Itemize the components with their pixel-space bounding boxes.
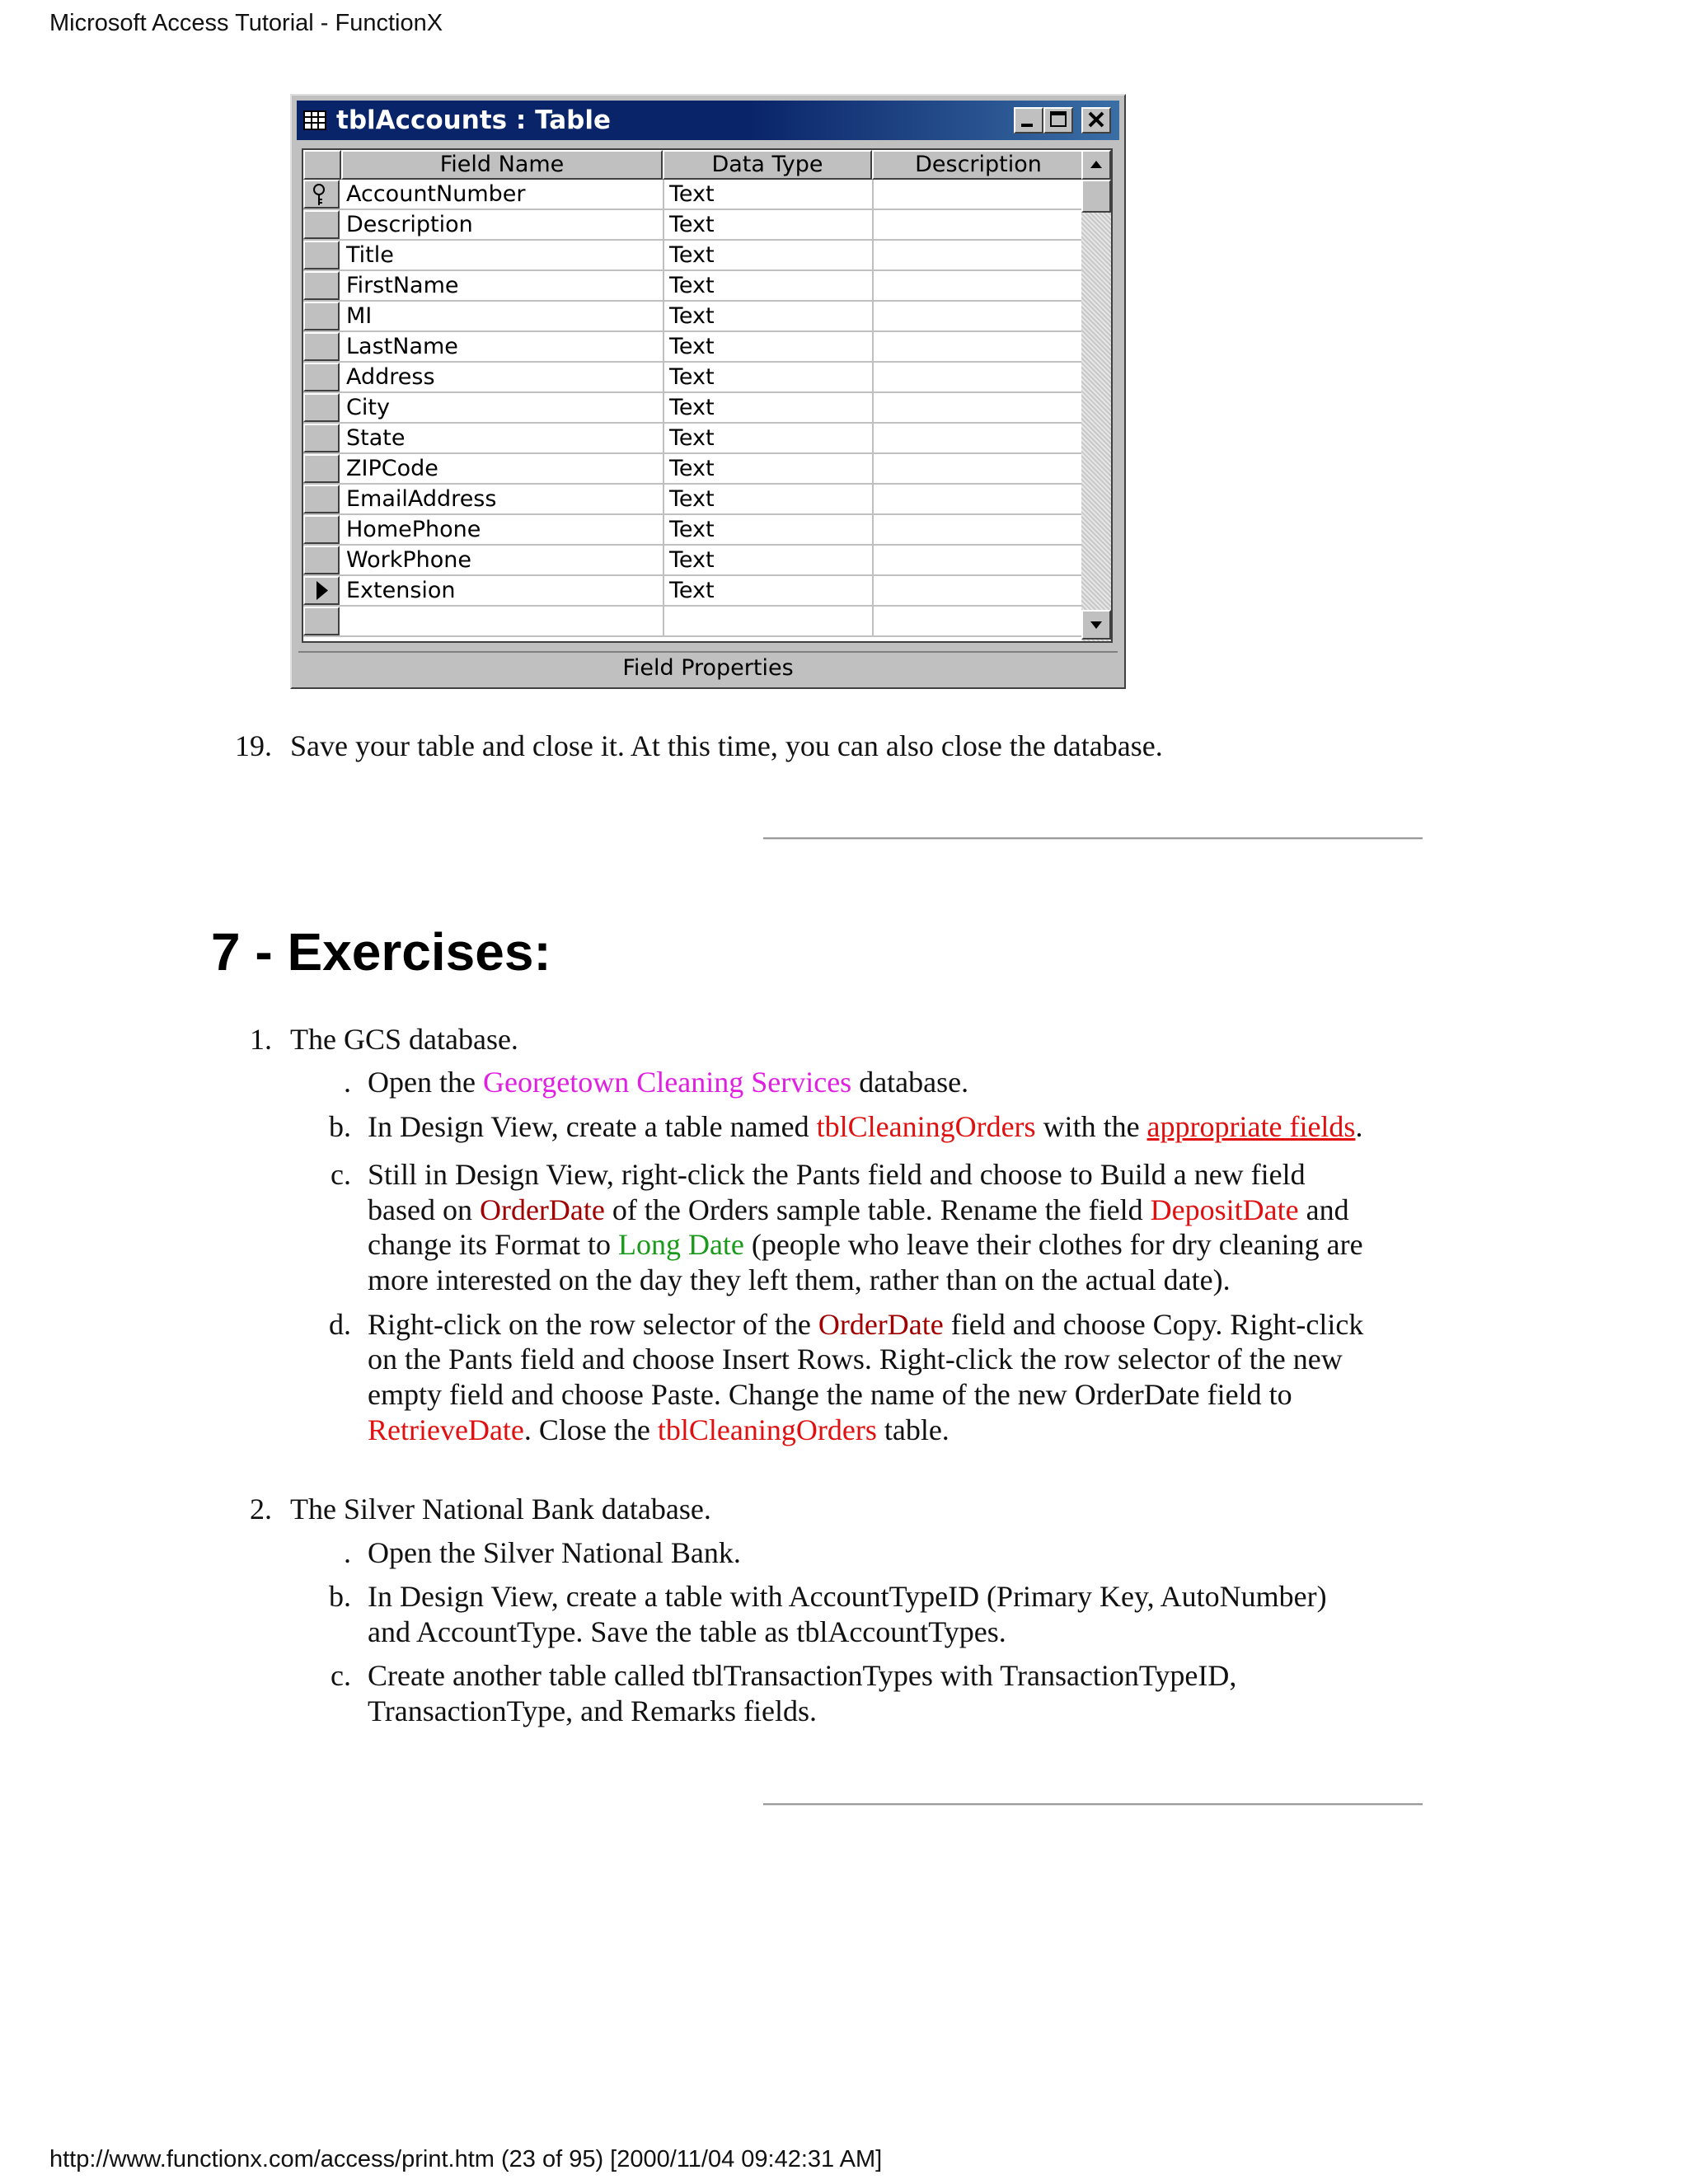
row-selector[interactable]	[303, 454, 340, 483]
row-selector[interactable]	[303, 210, 340, 239]
data-type-cell[interactable]: Text	[663, 332, 870, 361]
table-row[interactable]	[303, 393, 1085, 424]
row-selector[interactable]	[303, 546, 340, 574]
list-marker: d.	[329, 1308, 351, 1341]
field-grid	[302, 148, 1113, 643]
minimize-icon	[1015, 109, 1042, 132]
step-19-text: Save your table and close it. At this time, you can also close the database.	[290, 729, 1163, 762]
browser-footer: http://www.functionx.com/access/print.htm (23 of 95) [2000/11/04 09:42:31 AM]	[49, 2146, 883, 2172]
list-marker: .	[344, 1066, 351, 1099]
exercise-1d-line3: empty field and choose Paste. Change the name of the new OrderDate field to	[368, 1378, 1292, 1411]
table-row[interactable]	[303, 454, 1085, 485]
table-row[interactable]	[303, 180, 1085, 210]
description-cell[interactable]	[872, 210, 1085, 239]
scroll-up-button[interactable]	[1081, 150, 1111, 180]
data-type-cell[interactable]: Text	[663, 241, 870, 269]
close-button[interactable]	[1081, 107, 1111, 134]
exercise-2b-line2: and AccountType. Save the table as tblAccountTypes.	[368, 1615, 1006, 1648]
description-cell[interactable]	[872, 180, 1085, 209]
table-row[interactable]	[303, 424, 1085, 454]
exercise-1c-line2: based on OrderDate of the Orders sample table. Rename the field DepositDate and	[368, 1193, 1349, 1226]
description-cell[interactable]	[872, 515, 1085, 544]
description-cell[interactable]	[872, 546, 1085, 574]
primary-key-icon	[305, 181, 338, 207]
table-row-empty[interactable]	[303, 607, 1085, 637]
table-row[interactable]	[303, 332, 1085, 363]
description-cell[interactable]	[872, 332, 1085, 361]
field-name-cell[interactable]: Extension	[346, 578, 456, 603]
row-selector[interactable]	[303, 241, 340, 269]
table-row[interactable]	[303, 210, 1085, 241]
table-icon	[303, 110, 326, 130]
table-row[interactable]	[303, 271, 1085, 302]
list-marker: c.	[331, 1659, 351, 1692]
list-marker: b.	[329, 1580, 351, 1613]
list-marker: b.	[329, 1110, 351, 1143]
table-row[interactable]	[303, 485, 1085, 515]
arrow-up-icon	[1083, 152, 1109, 178]
description-cell[interactable]	[872, 363, 1085, 391]
gcs-database-link[interactable]: Georgetown Cleaning Services	[482, 1066, 852, 1099]
column-header-field-name[interactable]: Field Name	[341, 150, 663, 180]
exercise-1d-line1: Right-click on the row selector of the OrderDate field and choose Copy. Right-click	[368, 1308, 1364, 1341]
row-selector[interactable]	[303, 607, 340, 635]
description-cell[interactable]	[872, 485, 1085, 513]
appropriate-fields-link[interactable]: appropriate fields	[1146, 1110, 1356, 1143]
data-type-cell[interactable]: Text	[663, 576, 870, 605]
minimize-button[interactable]	[1014, 107, 1043, 134]
table-design-window	[290, 94, 1126, 689]
window-titlebar[interactable]	[297, 101, 1119, 140]
exercise-number: 1.	[250, 1023, 272, 1056]
table-row[interactable]	[303, 302, 1085, 332]
exercise-1c-line3: change its Format to Long Date (people who leave their clothes for dry cleaning are	[368, 1228, 1363, 1261]
exercise-1c-line1: Still in Design View, right-click the Pants field and choose to Build a new field	[368, 1158, 1306, 1191]
list-marker: .	[344, 1536, 351, 1569]
horizontal-rule	[763, 1803, 1423, 1806]
data-type-cell[interactable]: Text	[663, 454, 870, 483]
field-properties-label: Field Properties	[298, 651, 1118, 684]
exercise-1b-text: In Design View, create a table named tblCleaningOrders with the appropriate fields.	[368, 1110, 1363, 1143]
data-type-cell[interactable]	[663, 607, 870, 635]
description-cell[interactable]	[872, 424, 1085, 452]
table-row[interactable]	[303, 546, 1085, 576]
data-type-cell[interactable]: Text	[663, 424, 870, 452]
exercise-2c-line2: TransactionType, and Remarks fields.	[368, 1694, 818, 1727]
horizontal-rule	[763, 837, 1423, 840]
field-name-cell[interactable]: WorkPhone	[346, 547, 472, 573]
maximize-icon	[1045, 109, 1071, 132]
scroll-down-button[interactable]	[1081, 610, 1111, 640]
arrow-down-icon	[1083, 612, 1109, 638]
step-number: 19.	[235, 729, 272, 762]
table-row[interactable]	[303, 576, 1085, 607]
field-name-cell[interactable]: MI	[346, 303, 373, 329]
description-cell[interactable]	[872, 302, 1085, 330]
description-cell[interactable]	[872, 576, 1085, 605]
table-row[interactable]	[303, 515, 1085, 546]
exercise-2c-line1: Create another table called tblTransactionTypes with TransactionTypeID,	[368, 1659, 1237, 1692]
exercise-1c-line4: more interested on the day they left them, rather than on the actual date).	[368, 1263, 1231, 1296]
field-name-cell[interactable]: Description	[346, 212, 473, 237]
close-icon	[1083, 109, 1109, 132]
row-selector[interactable]	[303, 180, 340, 209]
description-cell[interactable]	[872, 454, 1085, 483]
exercise-2-title: The Silver National Bank database.	[290, 1493, 711, 1526]
field-name-cell[interactable]: State	[346, 425, 406, 451]
data-type-cell[interactable]: Text	[663, 363, 870, 391]
scroll-thumb[interactable]	[1081, 180, 1111, 213]
corner-selector[interactable]	[303, 150, 341, 180]
section-heading: 7 - Exercises:	[211, 922, 551, 982]
exercise-number: 2.	[250, 1493, 272, 1526]
description-cell[interactable]	[872, 393, 1085, 422]
row-selector[interactable]	[303, 271, 340, 300]
field-name-cell[interactable]: EmailAddress	[346, 486, 497, 512]
exercise-1d-line2: on the Pants field and choose Insert Rows. Right-click the row selector of the new	[368, 1343, 1343, 1376]
exercise-1-title: The GCS database.	[290, 1023, 518, 1056]
description-cell[interactable]	[872, 271, 1085, 300]
vertical-scrollbar[interactable]	[1081, 150, 1111, 641]
field-name-cell[interactable]: HomePhone	[346, 517, 481, 542]
description-cell[interactable]	[872, 241, 1085, 269]
field-name-cell[interactable]: LastName	[346, 334, 458, 359]
column-header-description[interactable]: Description	[872, 150, 1085, 180]
data-type-cell[interactable]: Text	[663, 210, 870, 239]
row-selector[interactable]	[303, 515, 340, 544]
field-name-cell[interactable]: Title	[346, 242, 394, 268]
exercise-1a-text: Open the Georgetown Cleaning Services database.	[368, 1066, 969, 1099]
row-selector[interactable]	[303, 576, 340, 605]
exercise-2b-line1: In Design View, create a table with AccountTypeID (Primary Key, AutoNumber)	[368, 1580, 1327, 1613]
data-type-cell[interactable]: Text	[663, 485, 870, 513]
browser-header: Microsoft Access Tutorial - FunctionX	[49, 10, 443, 36]
field-name-cell[interactable]	[346, 607, 659, 635]
data-type-cell[interactable]: Text	[663, 271, 870, 300]
data-type-cell[interactable]: Text	[663, 302, 870, 330]
table-row[interactable]	[303, 363, 1085, 393]
current-row-arrow-icon	[305, 578, 338, 603]
description-cell[interactable]	[872, 607, 1085, 635]
data-type-cell[interactable]: Text	[663, 546, 870, 574]
row-selector[interactable]	[303, 332, 340, 361]
maximize-button[interactable]	[1043, 107, 1073, 134]
data-type-cell[interactable]: Text	[663, 180, 870, 209]
row-selector[interactable]	[303, 302, 340, 330]
field-name-cell[interactable]: AccountNumber	[346, 181, 526, 207]
exercise-2a-text: Open the Silver National Bank.	[368, 1536, 741, 1569]
exercise-1d-line4: RetrieveDate. Close the tblCleaningOrders table.	[368, 1413, 950, 1446]
field-name-cell[interactable]: FirstName	[346, 273, 459, 298]
list-marker: c.	[331, 1158, 351, 1191]
data-type-cell[interactable]: Text	[663, 515, 870, 544]
window-title: tblAccounts : Table	[336, 105, 611, 135]
row-selector[interactable]	[303, 485, 340, 513]
field-name-cell[interactable]: ZIPCode	[346, 456, 438, 481]
field-name-cell[interactable]: City	[346, 395, 390, 420]
data-type-cell[interactable]: Text	[663, 393, 870, 422]
row-selector[interactable]	[303, 424, 340, 452]
row-selector[interactable]	[303, 393, 340, 422]
column-header-data-type[interactable]: Data Type	[663, 150, 872, 180]
field-name-cell[interactable]: Address	[346, 364, 435, 390]
row-selector[interactable]	[303, 363, 340, 391]
table-row[interactable]	[303, 241, 1085, 271]
